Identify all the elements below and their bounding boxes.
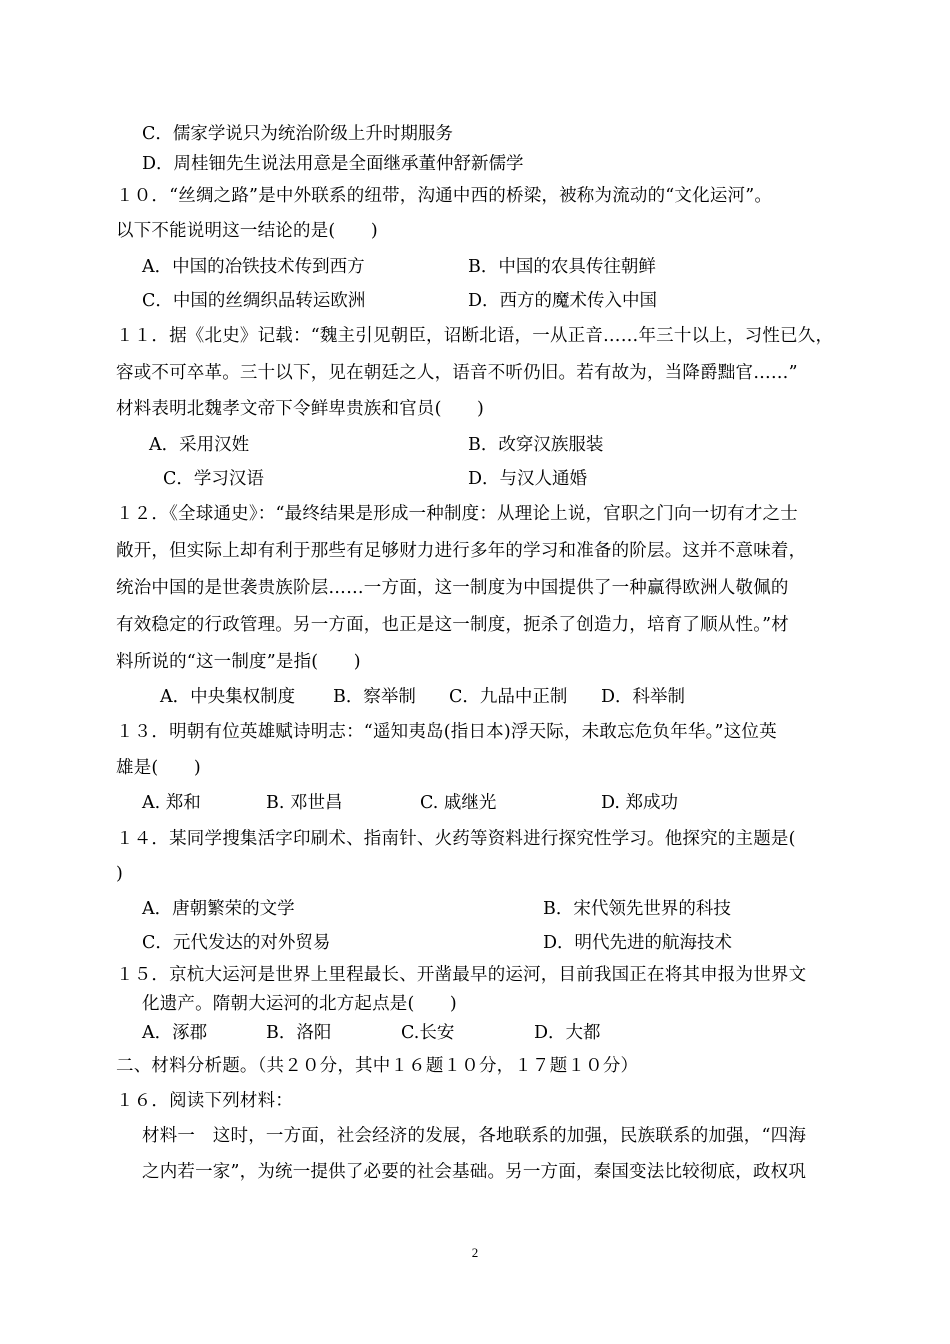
q15-option-c: C.长安: [401, 1023, 455, 1043]
q9-option-c: C．儒家学说只为统治阶级上升时期服务: [142, 124, 453, 144]
q12-line-5: 料所说的“这一制度”是指( ): [116, 652, 361, 672]
q12-option-c: C．九品中正制: [449, 687, 568, 707]
q12-line-4: 有效稳定的行政管理。另一方面，也正是这一制度，扼杀了创造力，培育了顺从性。”材: [116, 615, 789, 635]
q15-line-2: 化遗产。隋朝大运河的北方起点是( ): [142, 994, 457, 1014]
q16-line-1: １６．阅读下列材料：: [116, 1091, 293, 1111]
q13-option-b: B. 邓世昌: [266, 793, 343, 813]
q11-option-c: C．学习汉语: [163, 469, 264, 489]
q10-option-c: C．中国的丝绸织品转运欧洲: [142, 291, 366, 311]
q16-material-1-line-1: 材料一 这时，一方面，社会经济的发展，各地联系的加强，民族联系的加强，“四海: [142, 1126, 807, 1146]
q14-line-2: ): [116, 864, 124, 884]
q16-material-1-line-2: 之内若一家”，为统一提供了必要的社会基础。另一方面，秦国变法比较彻底，政权巩: [142, 1162, 807, 1182]
q14-option-c: C．元代发达的对外贸易: [142, 933, 331, 953]
q13-option-a: A. 郑和: [142, 793, 201, 813]
q14-option-d: D．明代先进的航海技术: [543, 933, 733, 953]
q9-option-d: D．周桂钿先生说法用意是全面继承董仲舒新儒学: [142, 154, 524, 174]
q14-line-1: １４．某同学搜集活字印刷术、指南针、火药等资料进行探究性学习。他探究的主题是(: [116, 829, 796, 849]
q10-line-1: １０．“丝绸之路”是中外联系的纽带，沟通中西的桥梁，被称为流动的“文化运河”。: [116, 186, 773, 206]
q11-option-a: A．采用汉姓: [149, 435, 250, 455]
section-2-heading: 二、材料分析题。（共２０分，其中１６题１０分，１７题１０分）: [116, 1056, 639, 1076]
q11-line-3: 材料表明北魏孝文帝下令鲜卑贵族和官员( ): [116, 399, 485, 419]
q10-option-d: D．西方的魔术传入中国: [468, 291, 658, 311]
q12-option-b: B．察举制: [333, 687, 416, 707]
q13-option-d: D. 郑成功: [601, 793, 679, 813]
q15-option-b: B．洛阳: [266, 1023, 332, 1043]
q12-option-d: D．科举制: [601, 687, 686, 707]
q11-line-2: 容或不可卒革。三十以下，见在朝廷之人，语音不听仍旧。若有故为，当降爵黜官……”: [116, 363, 798, 383]
q14-option-a: A．唐朝繁荣的文学: [142, 899, 295, 919]
q15-option-d: D．大都: [534, 1023, 601, 1043]
q10-option-b: B．中国的农具传往朝鲜: [468, 257, 656, 277]
q12-line-1: １２．《全球通史》：“最终结果是形成一种制度：从理论上说，官职之门向一切有才之士: [116, 504, 798, 524]
q11-line-1: １１．据《北史》记载：“魏主引见朝臣，诏断北语，一从正音……年三十以上，习性已久，: [116, 326, 834, 346]
q13-option-c: C. 戚继光: [420, 793, 497, 813]
q12-line-2: 敞开，但实际上却有利于那些有足够财力进行多年的学习和准备的阶层。这并不意味着，: [116, 541, 807, 561]
q15-line-1: １５．京杭大运河是世界上里程最长、开凿最早的运河，目前我国正在将其申报为世界文: [116, 965, 807, 985]
q13-line-2: 雄是( ): [116, 758, 201, 778]
q10-line-2: 以下不能说明这一结论的是( ): [116, 221, 378, 241]
q14-option-b: B．宋代领先世界的科技: [543, 899, 731, 919]
q10-option-a: A．中国的冶铁技术传到西方: [142, 257, 365, 277]
q11-option-d: D．与汉人通婚: [468, 469, 588, 489]
q12-line-3: 统治中国的是世袭贵族阶层……一方面，这一制度为中国提供了一种赢得欧洲人敬佩的: [116, 578, 789, 598]
q13-line-1: １３．明朝有位英雄赋诗明志：“遥知夷岛(指日本)浮天际，未敢忘危负年华。”这位英: [116, 722, 777, 742]
q15-option-a: A．涿郡: [142, 1023, 208, 1043]
page-number: 2: [471, 1245, 479, 1260]
q11-option-b: B．改穿汉族服装: [468, 435, 604, 455]
q12-option-a: A．中央集权制度: [160, 687, 296, 707]
